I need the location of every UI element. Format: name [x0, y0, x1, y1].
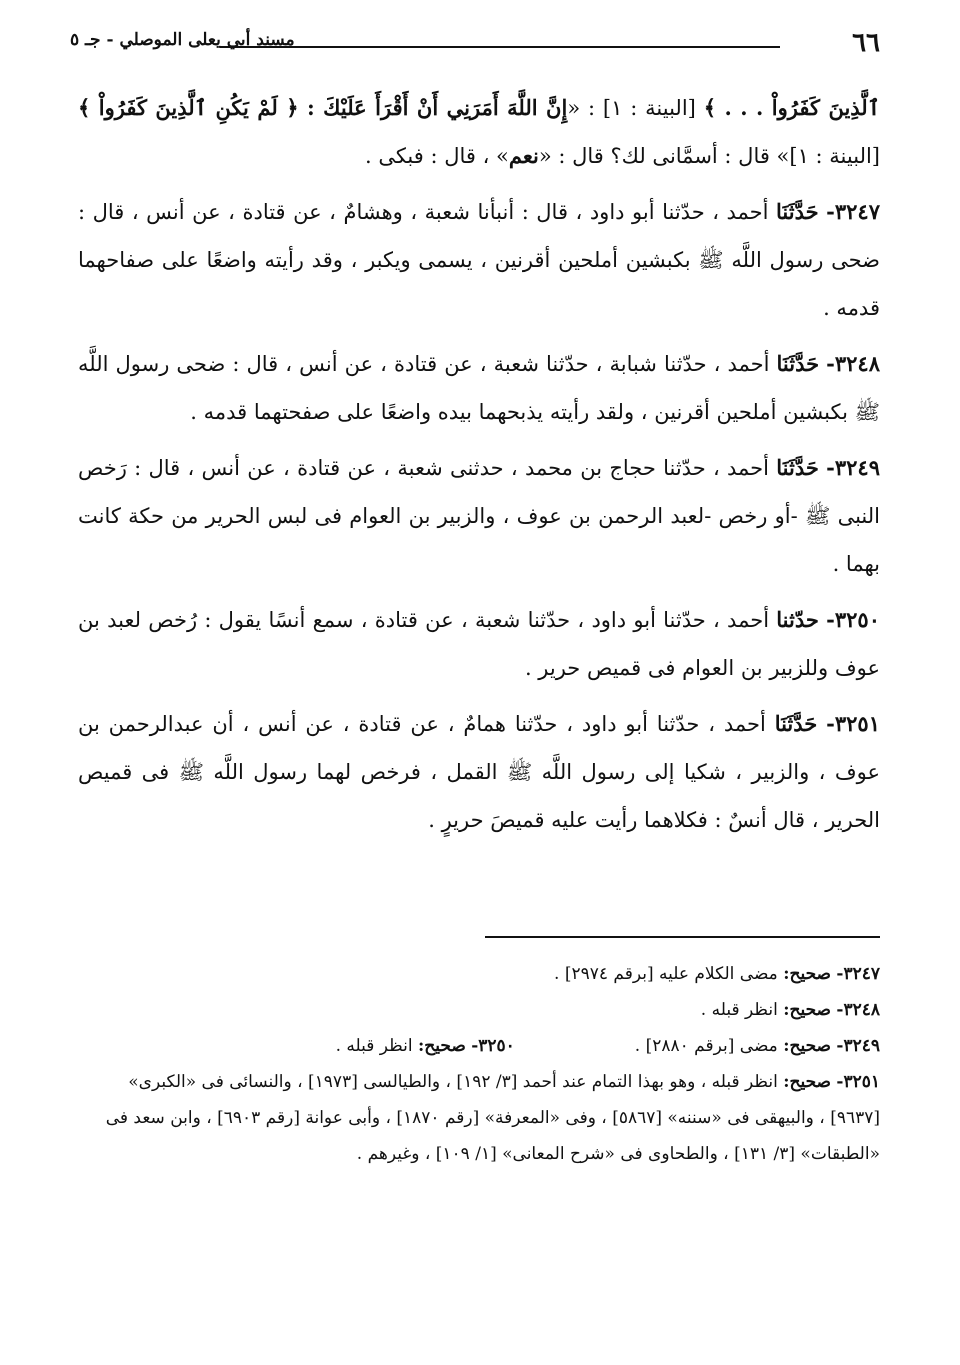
hadith-number: ٣٢٤٩-	[826, 455, 880, 480]
grade-label: صحيح:	[783, 1000, 831, 1020]
footnote-number: ٣٢٤٩-	[836, 1036, 880, 1056]
footnote-text: انظر قبله ، وهو بهذا التمام عند أحمد [٣/ ١٩٢] ، والطيالسى [١٩٧٣] ، والنسائى فى «الكبرى» [٩٦٣٧] ، والبيهقى فى «سننه» [٥٨٦٧] ، وفى «المعرفة» [رقم ١٨٧٠] ، وأبى عوانة [رقم ٦٩٠٣] ، وابن سعد فى «الطبقات» [٣/ ١٣١] ، والطحاوى فى «شرح المعانى» [١/ ١٠٩] ، وغيرهم .	[105, 1072, 880, 1164]
hadith-number: ٣٢٤٧-	[826, 199, 880, 224]
naam-word: نعم	[508, 143, 539, 168]
tahdith-word: حَدَّثَنَا	[776, 351, 820, 376]
hadith-text: أحمد ، حدّثنا حجاج بن محمد ، حدثنى شعبة ، عن قتادة ، عن أنس ، قال : رَخص النبى ﷺ -أو رخص -لعبد الرحمن بن عوف ، والزبير بن العوام فى لبس الحرير من حكة كانت بهما .	[78, 456, 880, 576]
hadith-text: أحمد ، حدّثنا أبو داود ، حدّثنا همامٌ ، عن قتادة ، عن أنس ، أن عبدالرحمن بن عوف ، والزبير ، شكيا إلى رسول اللَّه ﷺ القمل ، فرخص لهما رسول اللَّه ﷺ فى قميص الحرير ، قال أنسٌ : فكلاهما رأيت عليه قميصَ حريرٍ .	[78, 712, 880, 832]
footnote-text: مضى الكلام عليه [برقم ٢٩٧٤] .	[554, 964, 784, 984]
footnote-number: ٣٢٤٨-	[836, 1000, 880, 1020]
footnote-3250	[336, 1028, 515, 1064]
footnote-text: مضى [برقم ٢٨٨٠] .	[634, 1036, 784, 1056]
footnote-row	[78, 1028, 880, 1064]
hadith-text: أحمد ، حدّثنا أبو داود ، حدّثنا شعبة ، عن قتادة ، سمع أنسًا يقول : رُخص لعبد بن عوف وللزبير بن العوام فى قميص حرير .	[78, 608, 880, 680]
footnote-number: ٣٢٥٠-	[471, 1036, 515, 1056]
intro-text: » ، قال : فبكى .	[364, 144, 509, 168]
hadith-text: أحمد ، حدّثنا أبو داود ، قال : أنبأنا شعبة ، وهشامٌ ، عن قتادة ، عن أنس ، قال : ضحى رسول اللَّه ﷺ بكبشين أملحين أقرنين ، يسمى ويكبر ، وقد رأيته واضعًا على صفاحهما قدمه .	[78, 200, 880, 320]
hadith-number: ٣٢٥٠-	[826, 607, 880, 632]
tahdith-word: حَدَّثَنَا	[776, 455, 819, 480]
hadith-3248	[78, 340, 880, 436]
footnote-text: انظر قبله .	[700, 1000, 784, 1020]
grade-label: صحيح:	[418, 1036, 466, 1056]
hadith-3251	[78, 700, 880, 844]
prophet-speech: إِنَّ اللَّهَ أَمَرَنِي أَنْ أَقْرَأَ عَلَيْكَ : ﴿ لَمْ يَكُنِ ٱلَّذِينَ كَفَرُواْ ﴾	[78, 95, 568, 120]
grade-label: صحيح:	[783, 1036, 831, 1056]
page-number: ٦٦	[852, 28, 880, 58]
footnote-text: انظر قبله .	[335, 1036, 418, 1056]
hadith-3247	[78, 188, 880, 332]
hadith-3249	[78, 444, 880, 588]
intro-text: [البينة : ١]» قال : أسمَّانى لك؟ قال : «	[538, 144, 880, 168]
hadith-3250	[78, 596, 880, 692]
footnote-3248	[78, 992, 880, 1028]
main-text	[78, 84, 880, 852]
footnote-number: ٣٢٥١-	[836, 1072, 880, 1092]
hadith-number: ٣٢٤٨-	[826, 351, 880, 376]
footnotes	[78, 956, 880, 1172]
intro-text: [البينة : ١] : «	[567, 96, 704, 120]
footnote-3249	[635, 1028, 880, 1064]
footnote-number: ٣٢٤٧-	[836, 964, 880, 984]
header-rule	[220, 46, 780, 48]
footnote-3247	[78, 956, 880, 992]
tahdith-word: حدّثنا	[776, 607, 819, 632]
grade-label: صحيح:	[783, 964, 831, 984]
footnote-separator	[485, 936, 880, 938]
hadith-number: ٣٢٥١-	[826, 711, 880, 736]
quran-quote: ٱلَّذِينَ كَفَرُواْ . . . ﴾	[703, 95, 881, 120]
intro-paragraph	[78, 84, 880, 180]
tahdith-word: حَدَّثَنَا	[774, 711, 818, 736]
page-header	[70, 28, 880, 68]
grade-label: صحيح:	[783, 1072, 831, 1092]
hadith-text: أحمد ، حدّثنا شبابة ، حدّثنا شعبة ، عن قتادة ، عن أنس ، قال : ضحى رسول اللَّه ﷺ بكبشين أملحين أقرنين ، ولقد رأيته يذبحهما بيده واضعًا على صفحتهما قدمه .	[78, 352, 880, 424]
footnote-3251	[78, 1064, 880, 1172]
running-title: مسند أبي يعلى الموصلي - جـ ٥	[70, 30, 295, 50]
tahdith-word: حَدَّثَنَا	[776, 199, 819, 224]
